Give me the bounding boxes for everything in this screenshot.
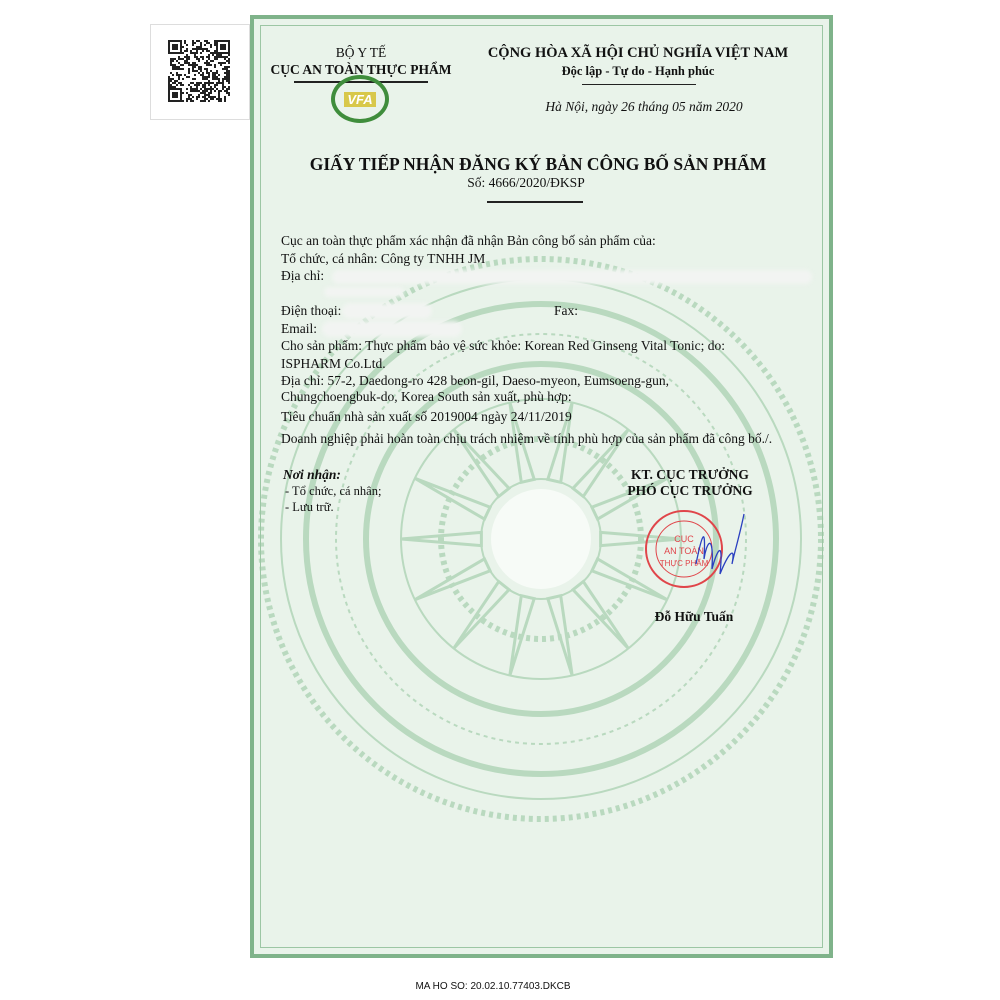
agency-name: CỤC AN TOÀN THỰC PHẨM: [270, 62, 452, 77]
phone-label: Điện thoại:: [281, 303, 342, 318]
country-name: CỘNG HÒA XÃ HỘI CHỦ NGHĨA VIỆT NAM: [487, 45, 789, 61]
manufacturer-address-line2: Chungchoengbuk-do, Korea South sản xuất, phù hợp:: [281, 389, 572, 404]
email-label: Email:: [281, 321, 317, 336]
dossier-code: MA HO SO: 20.02.10.77403.DKCB: [415, 981, 571, 992]
product-line2: ISPHARM Co.Ltd.: [281, 356, 386, 371]
svg-text:THỰC PHẨM: THỰC PHẨM: [659, 559, 709, 568]
qr-code: [150, 24, 250, 120]
svg-text:AN TOÀN: AN TOÀN: [664, 546, 704, 556]
signer-role-1: KT. CỤC TRƯỞNG: [631, 467, 749, 482]
redacted-phone: [342, 303, 432, 319]
address-label: Địa chỉ:: [281, 268, 325, 283]
redacted-address: [332, 270, 812, 284]
signer-name: Đỗ Hữu Tuấn: [654, 609, 734, 624]
organization: Tổ chức, cá nhân: Công ty TNHH JM: [281, 251, 486, 266]
certificate: [250, 15, 833, 958]
motto: Độc lập - Tự do - Hạnh phúc: [561, 64, 715, 78]
intro-text: Cục an toàn thực phẩm xác nhận đã nhận Bản công bố sản phẩm của:: [281, 233, 656, 248]
manufacturer-address-line1: Địa chỉ: 57-2, Daedong-ro 428 beon-gil, Daeso-myeon, Eumsoeng-gun,: [281, 373, 670, 388]
official-stamp-and-signature: [644, 504, 784, 594]
vfa-logo: VFA: [331, 75, 389, 123]
product-line1: Cho sản phẩm: Thực phẩm bảo vệ sức khỏe: Korean Red Ginseng Vital Tonic; do:: [281, 338, 726, 353]
recipient-item: - Lưu trữ.: [285, 500, 334, 514]
document-title: GIẤY TIẾP NHẬN ĐĂNG KÝ BẢN CÔNG BỐ SẢN PHẨM: [309, 154, 767, 174]
standard: Tiêu chuẩn nhà sản xuất số 2019004 ngày 24/11/2019: [281, 409, 572, 424]
responsibility: Doanh nghiệp phải hoàn toàn chịu trách nhiệm về tính phù hợp của sản phẩm đã công bố./.: [281, 431, 773, 446]
document-number: Số: 4666/2020/ĐKSP: [467, 175, 585, 190]
signer-role-2: PHÓ CỤC TRƯỞNG: [627, 483, 753, 498]
redacted-email: [322, 321, 462, 337]
recipient-item: - Tổ chức, cá nhân;: [285, 484, 382, 498]
issue-date: Hà Nội, ngày 26 tháng 05 năm 2020: [545, 99, 743, 114]
recipients-label: Nơi nhận:: [283, 467, 341, 482]
fax-label: Fax:: [554, 303, 579, 318]
ministry-name: BỘ Y TẾ: [335, 45, 387, 60]
svg-text:CỤC: CỤC: [674, 534, 694, 544]
